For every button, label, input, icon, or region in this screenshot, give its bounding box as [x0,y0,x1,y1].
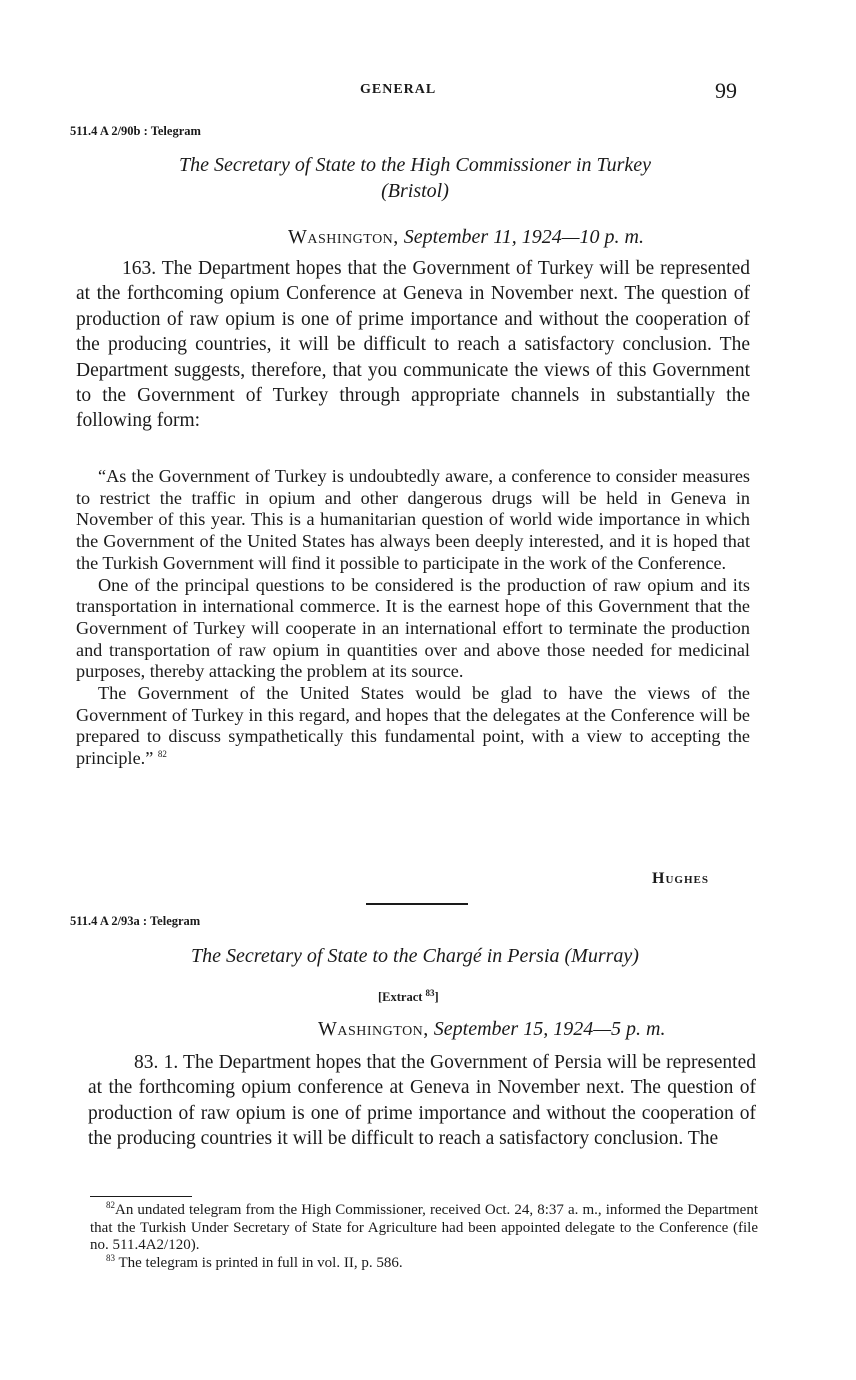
footnote-marker: 82 [157,749,167,760]
title-line: The Secretary of State to the Chargé in Persia (Murray) [191,945,639,967]
dateline-date: September 11, 1924—10 p. m. [403,226,644,248]
title-line: (Bristol) [381,180,449,202]
telegram-paragraph: 163. The Department hopes that the Government of Turkey will be represented at the forthcoming opium Conference at Geneva in November next. The question of production of raw opium is one of prime importance and without the cooperation of the producing countries, it will be difficult to reach a satisfactory conclusion. The Department suggests, therefore, that you communicate the views of this Government to the Government of Turkey through appropriate channels in substantially the following form: [76,258,750,432]
signature: Hughes [652,870,709,887]
running-head: GENERAL [360,82,437,97]
extract-text: [Extract [378,990,423,1004]
footnotes [90,1202,758,1272]
dateline-persia [318,1018,665,1041]
footnote-number: 82 [106,1200,115,1210]
section-divider [366,903,468,905]
quote-paragraph [76,683,750,770]
dateline-place: Washington, [288,226,399,248]
footnote-number: 83 [106,1252,115,1263]
document-title-persia [70,943,760,969]
page-header [0,78,856,108]
footnote-marker: 83 [425,987,435,998]
extract-label [378,987,439,1005]
dateline-turkey [288,226,644,249]
file-reference-persia: 511.4 A 2/93a : Telegram [70,914,201,928]
dateline-place: Washington, [318,1018,429,1040]
footnote [90,1202,758,1255]
footnote-divider [90,1196,192,1197]
extract-bracket: ] [434,990,439,1004]
quote-paragraph: One of the principal questions to be considered is the production of raw opium and its transportation in international commerce. It is the earnest hope of this Government that the Government of Turkey will cooperate in an international effort to terminate the production and transportation of raw opium in quantities over and above those needed for medicinal purposes, thereby attacking the problem at its source. [76,574,750,682]
document-title-turkey [70,152,760,204]
page-number: 99 [715,78,737,103]
footnote-text: An undated telegram from the High Commissioner, received Oct. 24, 8:37 a. m., informed the Department that the Turkish Under Secretary of State for Agriculture had been appointed delegate to the Conference (file no. 511.4A2/120). [90,1202,758,1253]
quote-text: The Government of the United States would be glad to have the views of the Government of Turkey in this regard, and hopes that the delegates at the Conference will be prepared to discuss sympathetically this fundamental point, with a view to accepting the principle.” [76,683,750,769]
footnote [90,1252,758,1273]
telegram-paragraph: 83. 1. The Department hopes that the Government of Persia will be represented at the forthcoming opium conference at Geneva in November next. The question of production of raw opium is one of prime importance and without the cooperation of the producing countries it will be difficult to reach a satisfactory conclusion. The [88,1052,756,1150]
title-line: The Secretary of State to the High Commissioner in Turkey [179,154,651,176]
dateline-date: September 15, 1924—5 p. m. [433,1018,666,1040]
quote-paragraph: “As the Government of Turkey is undoubtedly aware, a conference to consider measures to restrict the traffic in opium and other dangerous drugs will be held in Geneva in November of this year. This is a humanitarian question of world wide importance in which the Government of the United States has always been deeply interested, and it is hoped that the Turkish Government will find it possible to participate in the work of the Conference. [76,466,750,573]
footnote-text: The telegram is printed in full in vol. II, p. 586. [118,1254,403,1271]
quoted-message [76,466,750,770]
file-reference-turkey: 511.4 A 2/90b : Telegram [70,124,201,138]
